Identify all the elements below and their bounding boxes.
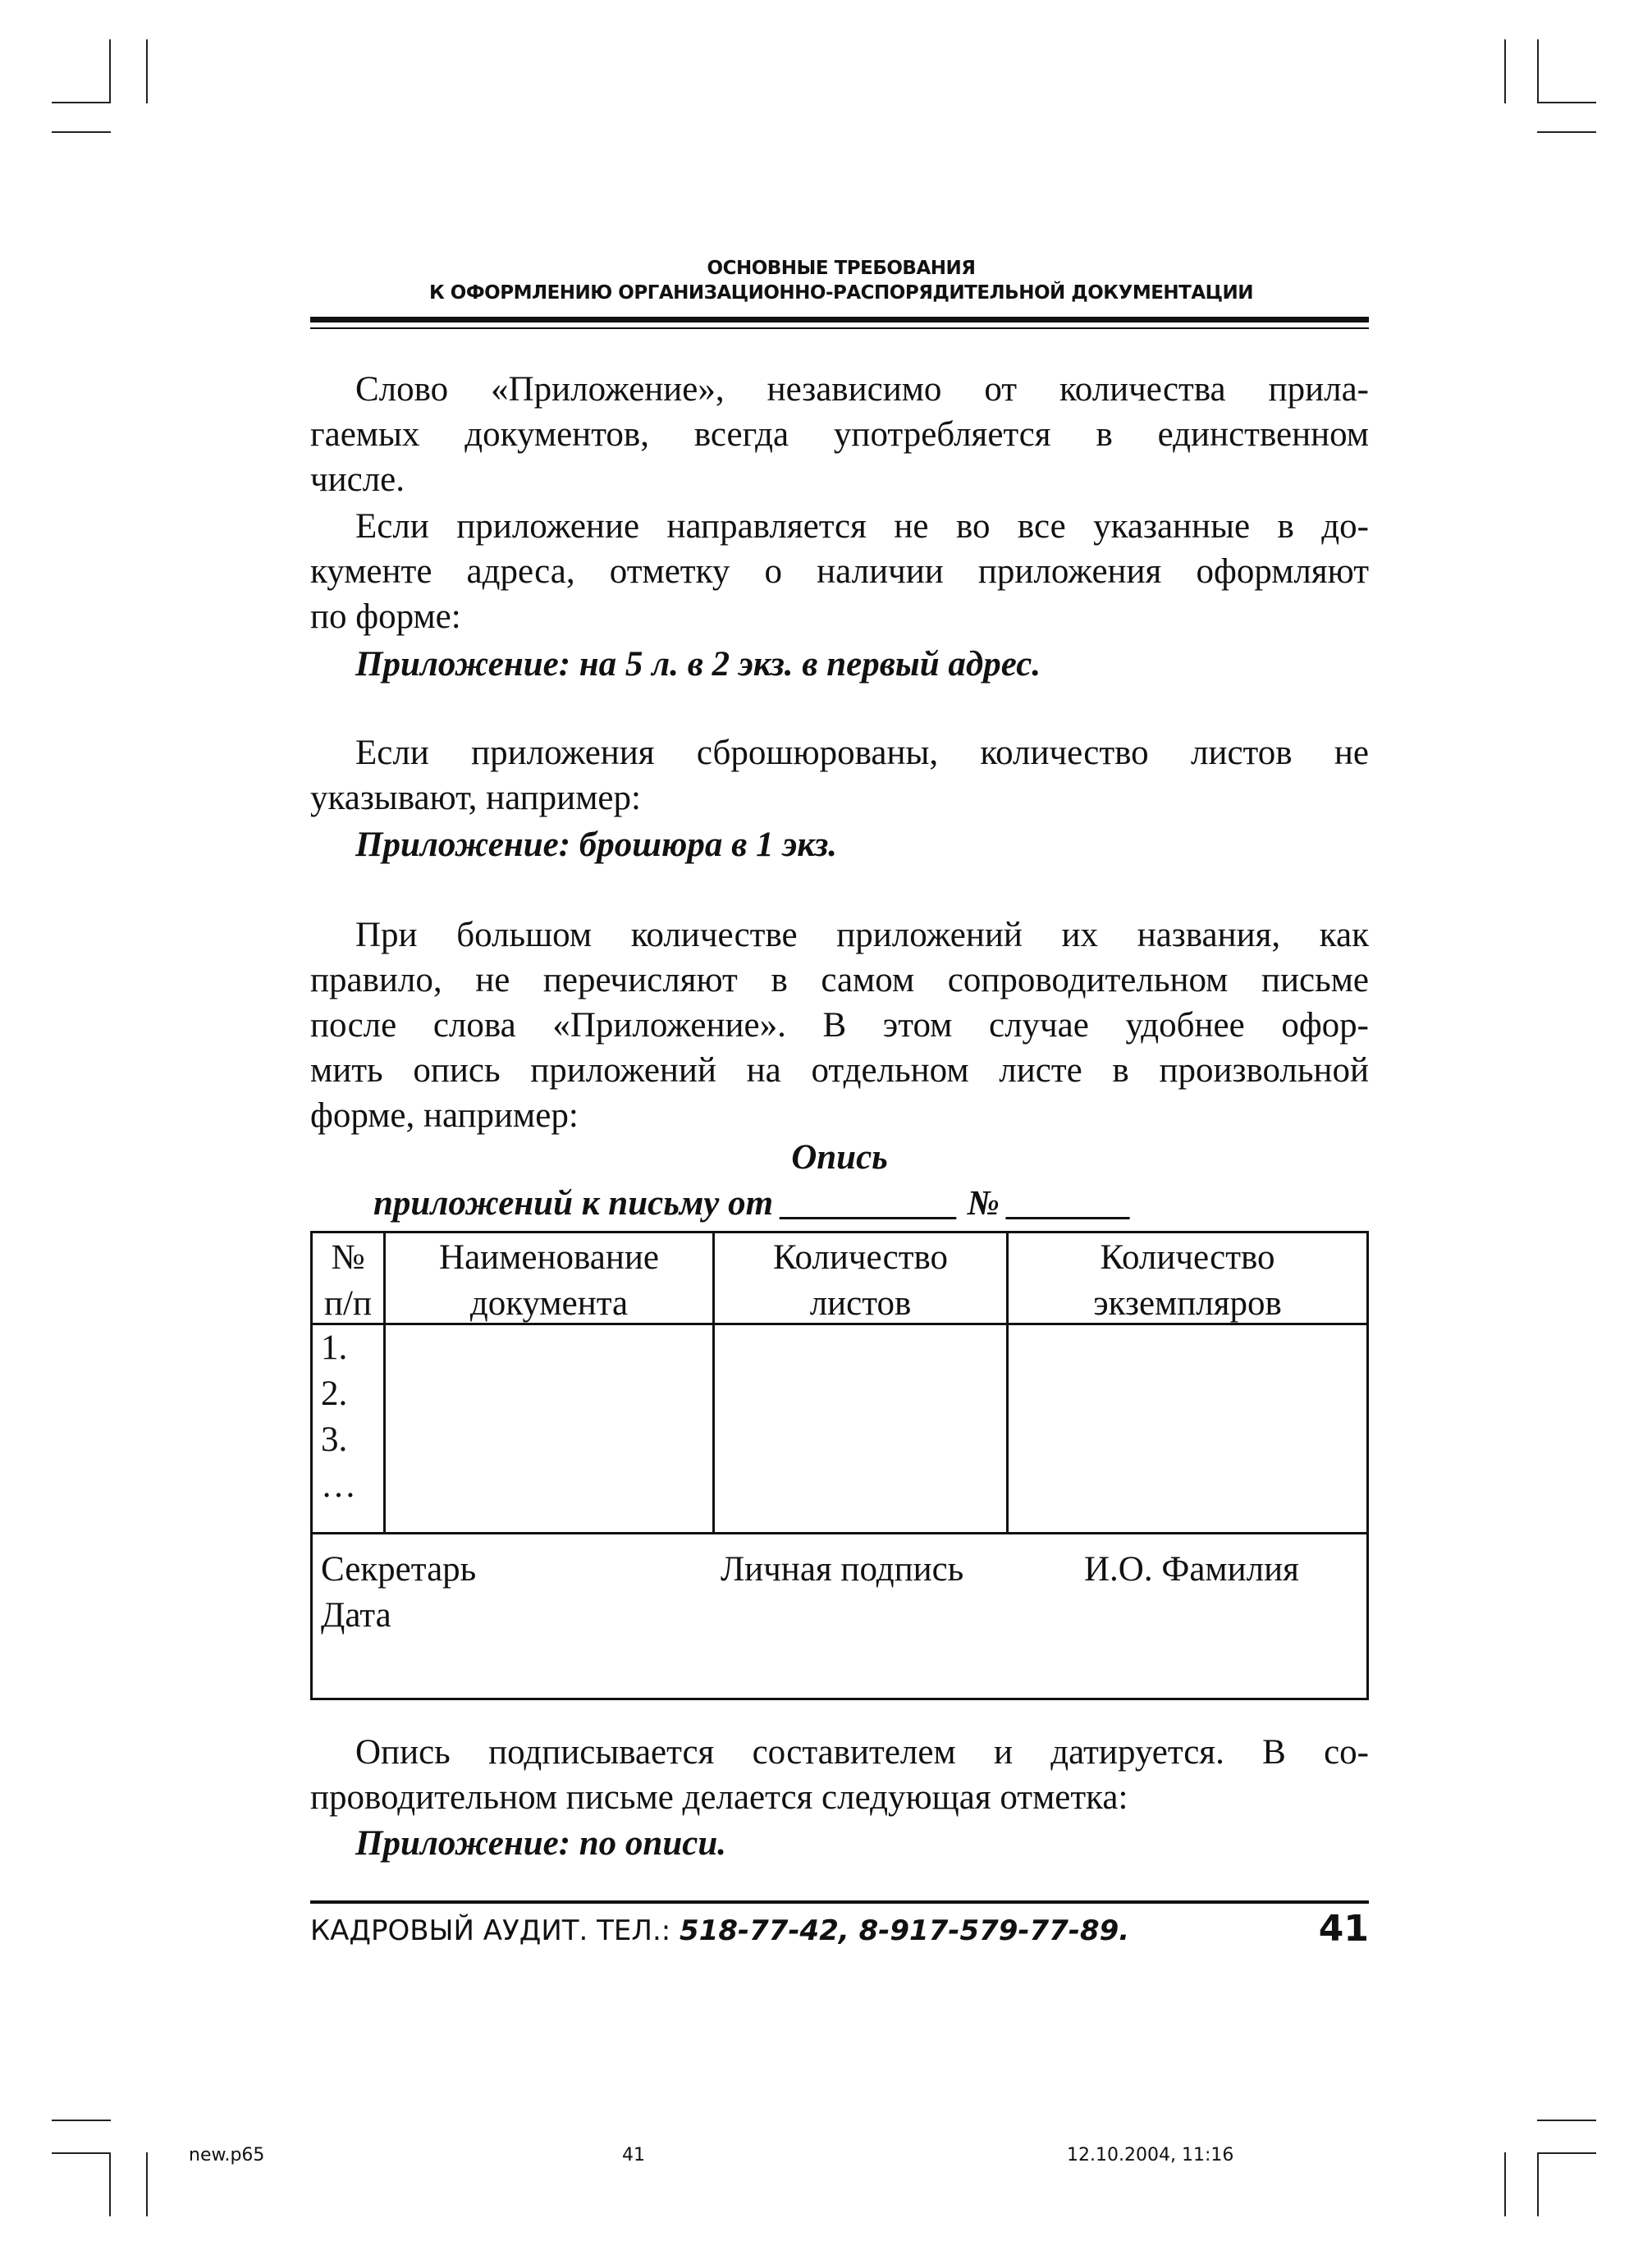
slug-file: new.p65	[189, 2145, 265, 2165]
header-rule-thin	[310, 327, 1369, 329]
signature-date: Дата	[321, 1596, 391, 1635]
text-line: Слово «Приложение», независимо от количества прила-	[355, 370, 1369, 409]
row-number: …	[321, 1466, 356, 1505]
signature-name: И.О. Фамилия	[1084, 1550, 1299, 1589]
crop-mark	[146, 39, 148, 103]
text-line: после слова «Приложение». В этом случае удобнее офор-	[310, 1006, 1369, 1045]
crop-mark	[1537, 2152, 1596, 2154]
text-line: числе.	[310, 460, 405, 499]
crop-mark	[1537, 2152, 1539, 2216]
row-number: 1.	[321, 1329, 348, 1367]
crop-mark	[1537, 39, 1539, 103]
text-line: по форме:	[310, 597, 461, 636]
footer-contact	[310, 1914, 1129, 1947]
header-cell-copies	[1009, 1235, 1366, 1327]
text-line: Если приложение направляется не во все указанные в до-	[355, 507, 1369, 546]
paragraph-2	[310, 504, 1369, 639]
header-cell-sheets	[715, 1235, 1006, 1327]
text-line: Опись подписывается составителем и датируется. В со-	[355, 1733, 1369, 1772]
header-text: №	[331, 1238, 365, 1277]
footer-phones: 518-77-42, 8-917-579-77-89.	[680, 1914, 1130, 1947]
slug-datetime: 12.10.2004, 11:16	[1067, 2145, 1234, 2165]
text-line: форме, например:	[310, 1096, 579, 1135]
paragraph-3	[310, 730, 1369, 821]
row-number: 2.	[321, 1374, 348, 1413]
header-text: п/п	[324, 1284, 372, 1323]
header-text: документа	[469, 1284, 629, 1323]
crop-mark	[1537, 2120, 1596, 2121]
crop-mark	[52, 2152, 111, 2154]
header-text: Количество	[1100, 1238, 1275, 1277]
text-line: При большом количестве приложений их названия, как	[355, 916, 1369, 954]
inventory-title: Опись	[791, 1138, 888, 1177]
crop-mark	[1537, 102, 1596, 103]
running-header-line1: ОСНОВНЫЕ ТРЕБОВАНИЯ	[707, 258, 976, 279]
table-divider	[313, 1532, 1366, 1534]
example-1: Приложение: на 5 л. в 2 экз. в первый адрес.	[355, 645, 1041, 684]
signature-role: Секретарь	[321, 1550, 477, 1589]
example-3: Приложение: по описи.	[355, 1824, 727, 1863]
header-rule-thick	[310, 317, 1369, 322]
slug-page: 41	[622, 2145, 645, 2165]
header-text: Количество	[772, 1238, 949, 1277]
text-line: мить опись приложений на отдельном листе в произвольной	[310, 1051, 1369, 1090]
text-line: гаемых документов, всегда употребляется в единственном	[310, 415, 1369, 454]
header-text: экземпляров	[1093, 1284, 1282, 1323]
crop-mark	[52, 131, 111, 133]
footer-label: КАДРОВЫЙ АУДИТ. ТЕЛ.:	[310, 1914, 671, 1947]
text-line: кументе адреса, отметку о наличии приложения оформляют	[310, 552, 1369, 591]
header-cell-name	[386, 1235, 712, 1327]
text-line: указывают, например:	[310, 779, 641, 817]
crop-mark	[146, 2152, 148, 2216]
footer-rule	[310, 1900, 1369, 1904]
text-line: Если приложения сброшюрованы, количество листов не	[355, 734, 1369, 772]
paragraph-5	[310, 1730, 1369, 1820]
paragraph-1	[310, 367, 1369, 502]
crop-mark	[52, 102, 111, 103]
signature-sign: Личная подпись	[721, 1550, 964, 1589]
crop-mark	[1504, 2152, 1506, 2216]
header-text: Наименование	[439, 1238, 659, 1277]
header-cell-number	[313, 1235, 383, 1327]
paragraph-4	[310, 912, 1369, 1138]
crop-mark	[52, 2120, 111, 2121]
crop-mark	[1537, 131, 1596, 133]
text-line: проводительном письме делается следующая отметка:	[310, 1778, 1128, 1817]
row-number: 3.	[321, 1420, 348, 1459]
text-line: правило, не перечисляют в самом сопроводительном письме	[310, 961, 1369, 999]
running-header-line2: К ОФОРМЛЕНИЮ ОРГАНИЗАЦИОННО-РАСПОРЯДИТЕЛЬНОЙ ДОКУМЕНТАЦИИ	[429, 282, 1253, 304]
example-2: Приложение: брошюра в 1 экз.	[355, 825, 837, 864]
crop-mark	[109, 2152, 111, 2216]
page-number: 41	[1318, 1908, 1369, 1950]
inventory-subtitle: приложений к письму от __________ № _______	[373, 1184, 1133, 1223]
inventory-table	[310, 1231, 1369, 1700]
crop-mark	[109, 39, 111, 103]
header-text: листов	[809, 1284, 912, 1323]
row-numbers	[321, 1325, 356, 1509]
crop-mark	[1504, 39, 1506, 103]
